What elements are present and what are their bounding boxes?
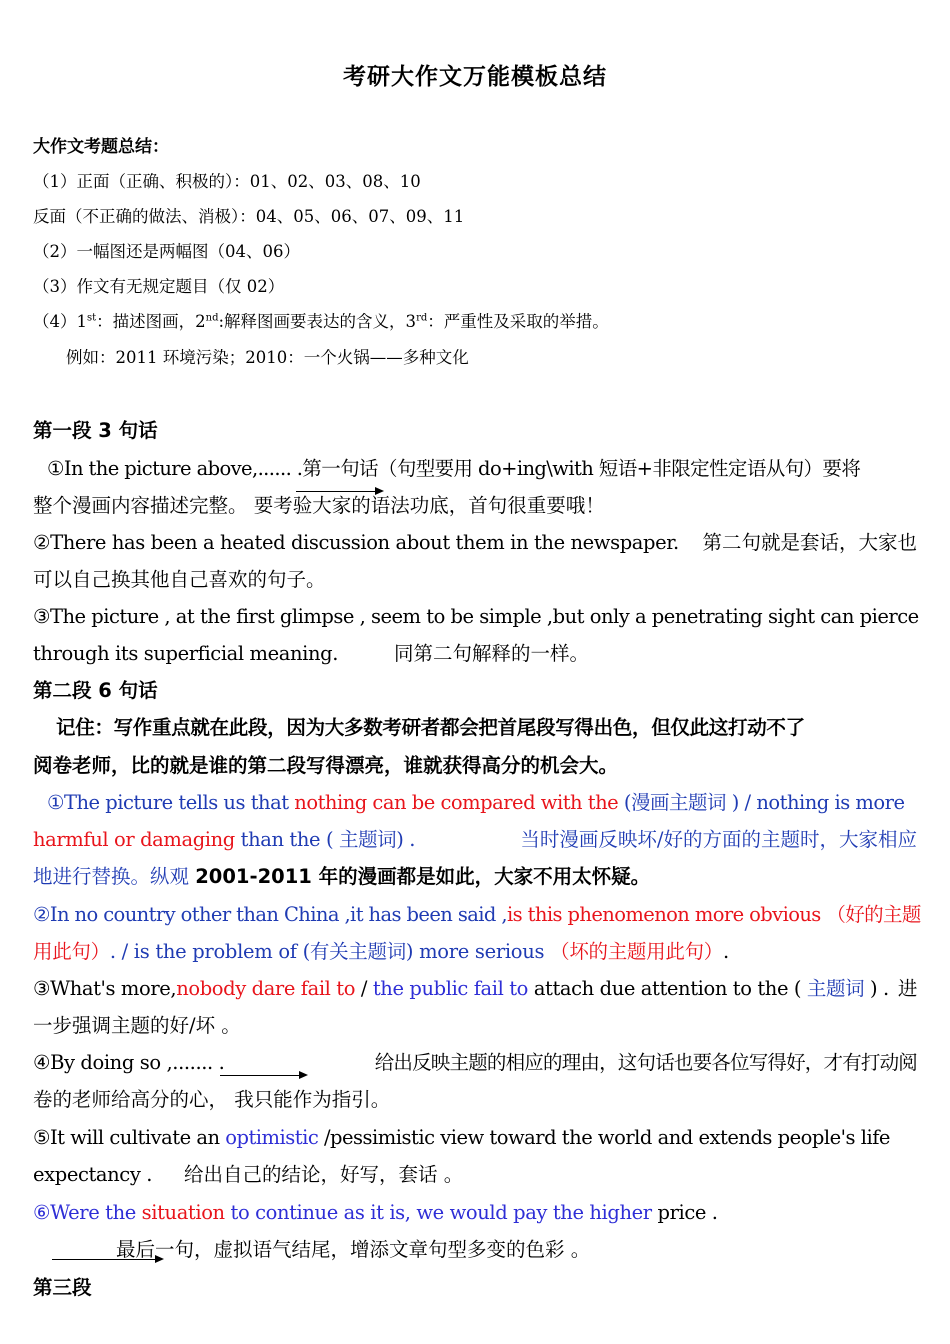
- summary-line-2: 反面（不正确的做法、消极）：04、05、06、07、09、11: [33, 207, 465, 226]
- para1-sentence3-line1: ③The picture , at the first glimpse , seem to be simple ,but only a penetrating sight can pierce: [33, 605, 919, 628]
- summary-line-3: （2）一幅图还是两幅图（04、06）: [33, 242, 300, 261]
- para1-sentence2-line1: ②There has been a heated discussion about them in the newspaper. 第二句就是套话，大家也: [33, 531, 917, 554]
- para2-sentence5-line1: ⑤It will cultivate an optimistic /pessimistic view toward the world and extends people's life: [33, 1126, 890, 1149]
- para1-sentence2-line2: 可以自己换其他自己喜欢的句子。: [33, 568, 326, 591]
- para1-sentence1-line1: ①In the picture above,...... .第一句话（句型要用 do+ing\with 短语+非限定性定语从句）要将: [47, 457, 861, 480]
- para2-sentence2-line2: 用此句）. / is the problem of (有关主题词) more serious （坏的主题用此句）.: [33, 940, 729, 963]
- summary-line-4: （3）作文有无规定题目（仅 02）: [33, 277, 285, 296]
- para2-sentence5-line2: expectancy . 给出自己的结论，好写，套话 。: [33, 1163, 464, 1186]
- para2-note-line1: 记住：写作重点就在此段，因为大多数考研者都会把首尾段写得出色，但仅此这打动不了: [56, 716, 805, 739]
- arrow-icon: [52, 1259, 156, 1260]
- para1-heading: 第一段 3 句话: [33, 419, 158, 442]
- summary-heading: 大作文考题总结：: [33, 137, 169, 157]
- para2-heading: 第二段 6 句话: [33, 679, 158, 702]
- para2-note-line2: 阅卷老师，比的就是谁的第二段写得漂亮，谁就获得高分的机会大。: [33, 754, 619, 777]
- para2-sentence2-line1: ②In no country other than China ,it has been said ,is this phenomenon more obvious （好的主题: [33, 903, 921, 926]
- para2-sentence1-line2: harmful or damaging than the ( 主题词) . 当时漫画反映坏/好的方面的主题时，大家相应: [33, 828, 917, 851]
- para2-sentence1-line1: ①The picture tells us that nothing can be compared with the (漫画主题词 ) / nothing is more: [47, 791, 905, 814]
- summary-line-5: （4）1st：描述图画，2nd:解释图画要表达的含义，3rd：严重性及采取的举措。: [33, 312, 609, 331]
- para2-sentence4-line1: ④By doing so ,....... . 给出反映主题的相应的理由，这句话也要各位写得好，才有打动阅: [33, 1051, 917, 1074]
- para2-sentence1-line3: 地进行替换。纵观 2001-2011 年的漫画都是如此，大家不用太怀疑。: [33, 865, 651, 888]
- page-title: 考研大作文万能模板总结: [343, 64, 607, 90]
- arrow-icon: [220, 1075, 300, 1076]
- para3-heading: 第三段: [33, 1276, 92, 1299]
- para1-sentence3-line2: through its superficial meaning. 同第二句解释的一样。: [33, 642, 590, 665]
- para1-sentence1-line2: 整个漫画内容描述完整。 要考验大家的语法功底，首句很重要哦！: [33, 494, 605, 517]
- para2-sentence6: ⑥Were the situation to continue as it is, we would pay the higher price .: [33, 1201, 718, 1224]
- arrow-icon: [296, 491, 376, 492]
- para2-sentence6-note: 最后一句，虚拟语气结尾，增添文章句型多变的色彩 。: [116, 1238, 591, 1261]
- para2-sentence3-line1: ③What's more,nobody dare fail to / the public fail to attach due attention to the ( 主题词 ) . 进: [33, 977, 917, 1000]
- para2-sentence3-line2: 一步强调主题的好/坏 。: [33, 1014, 241, 1037]
- summary-example: 例如：2011 环境污染；2010：一个火锅——多种文化: [66, 348, 469, 367]
- para2-sentence4-line2: 卷的老师给高分的心， 我只能作为指引。: [33, 1088, 391, 1111]
- summary-line-1: （1）正面（正确、积极的）：01、02、03、08、10: [33, 172, 421, 191]
